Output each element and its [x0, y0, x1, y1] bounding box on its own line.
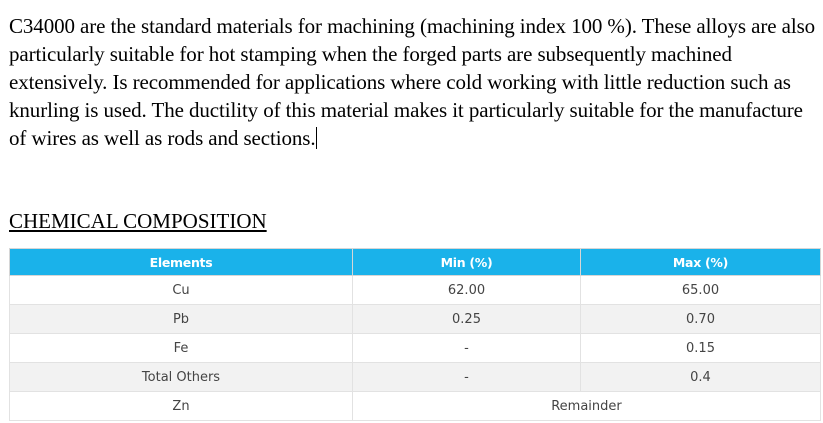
- header-max: Max (%): [581, 249, 821, 276]
- table-header-row: [10, 249, 821, 276]
- intro-paragraph[interactable]: [9, 12, 819, 152]
- table-row: [10, 392, 821, 421]
- cell-min: -: [353, 363, 581, 392]
- cell-min: 62.00: [353, 276, 581, 305]
- cell-max: 0.4: [581, 363, 821, 392]
- cell-element: Zn: [10, 392, 353, 421]
- cell-max: 0.70: [581, 305, 821, 334]
- cell-element: Fe: [10, 334, 353, 363]
- header-min: Min (%): [353, 249, 581, 276]
- table-row: [10, 334, 821, 363]
- table-row: [10, 363, 821, 392]
- cell-max: 0.15: [581, 334, 821, 363]
- cell-element: Cu: [10, 276, 353, 305]
- cell-max: 65.00: [581, 276, 821, 305]
- cell-element: Pb: [10, 305, 353, 334]
- cell-remainder: Remainder: [353, 392, 821, 421]
- composition-table: [9, 248, 821, 421]
- text-cursor: [316, 127, 317, 149]
- cell-min: -: [353, 334, 581, 363]
- header-elements: Elements: [10, 249, 353, 276]
- intro-text: C34000 are the standard materials for machining (machining index 100 %). These alloys are also particularly suitable for hot stamping when the forged parts are subsequently machined extensively. Is recommended for applications where cold working with little reduction such as knurling is used. The ductility of this material makes it particularly suitable for the manufacture of wires as well as rods and sections.: [9, 14, 816, 150]
- section-heading: CHEMICAL COMPOSITION: [9, 209, 267, 233]
- cell-min: 0.25: [353, 305, 581, 334]
- table-row: [10, 305, 821, 334]
- cell-element: Total Others: [10, 363, 353, 392]
- table-row: [10, 276, 821, 305]
